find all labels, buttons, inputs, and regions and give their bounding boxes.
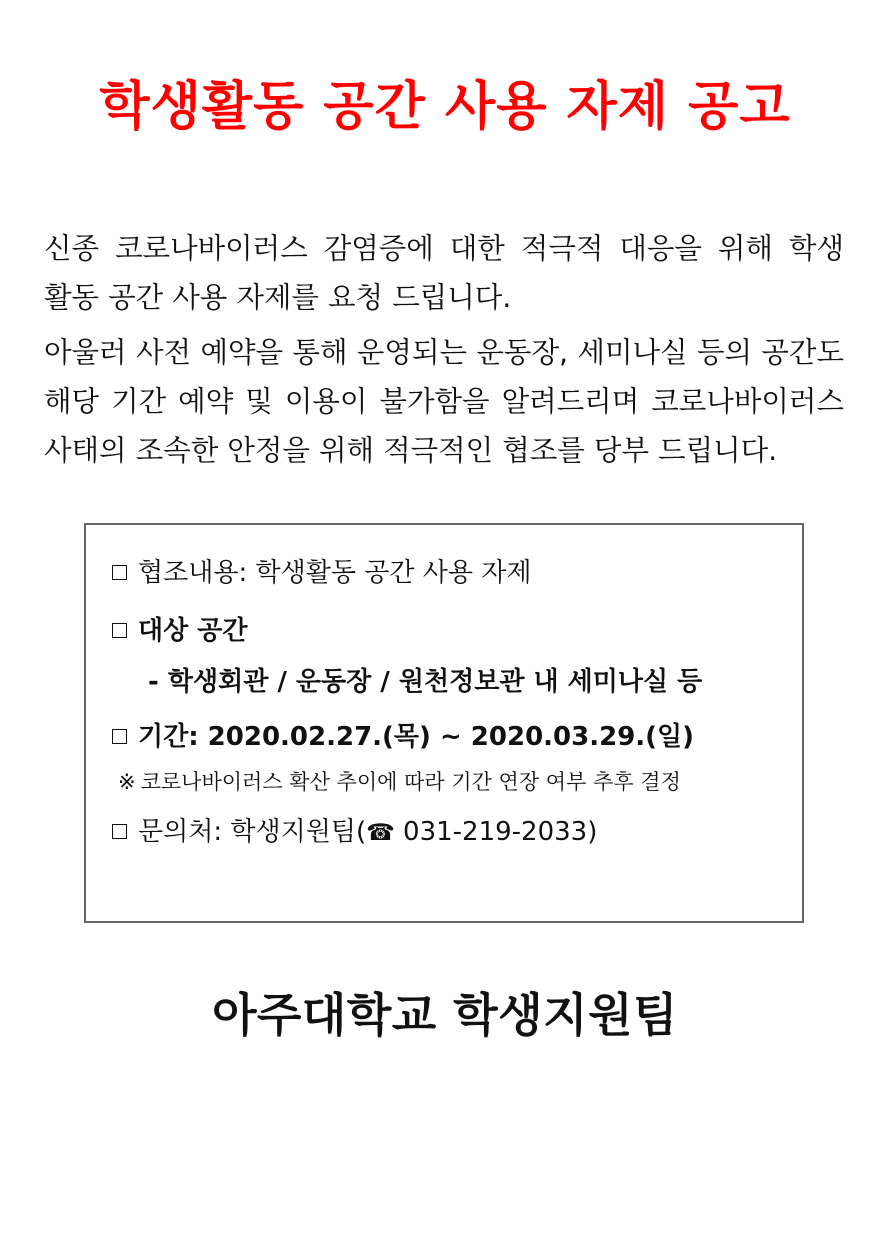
detail-item-cooperation xyxy=(112,555,776,593)
detail-item-contact-text xyxy=(138,814,776,852)
details-box xyxy=(84,523,804,923)
paragraph-1-line-2: 활동 공간 사용 자제를 요청 드립니다. xyxy=(44,280,512,314)
issuing-organization: 아주대학교 학생지원팀 xyxy=(212,987,678,1042)
notice-body xyxy=(0,224,890,475)
detail-item-contact xyxy=(112,814,776,852)
page-title: 학생활동 공간 사용 자제 공고 xyxy=(99,77,791,137)
detail-item-cooperation-text: 협조내용: 학생활동 공간 사용 자제 xyxy=(138,557,532,588)
detail-item-target-space-text: 대상 공간 xyxy=(138,615,248,646)
paragraph-2-line-3: 사태의 조속한 안정을 위해 적극적인 협조를 당부 드립니다. xyxy=(44,433,778,467)
period-note-text: 코로나바이러스 확산 추이에 따라 기간 연장 여부 추후 결정 xyxy=(140,770,681,795)
checkbox-icon xyxy=(112,727,138,749)
paragraph-2-line-1: 아울러 사전 예약을 통해 운영되는 운동장, 세미나실 등의 공간도 xyxy=(44,335,844,369)
period-note xyxy=(118,768,776,797)
contact-label: 문의처: 학생지원팀( xyxy=(138,816,367,847)
telephone-icon: ☎ xyxy=(366,819,395,846)
detail-item-target-space-list: - 학생회관 / 운동장 / 원천정보관 내 세미나실 등 xyxy=(148,667,703,698)
paragraph-1 xyxy=(44,224,844,322)
reference-mark-icon: ※ xyxy=(118,770,136,795)
paragraph-2 xyxy=(44,328,844,475)
checkbox-icon xyxy=(112,621,138,643)
detail-item-period-text: 기간: 2020.02.27.(목) ~ 2020.03.29.(일) xyxy=(138,721,695,752)
detail-item-period xyxy=(112,719,776,757)
paragraph-1-line-1: 신종 코로나바이러스 감염증에 대한 적극적 대응을 위해 학생 xyxy=(44,231,844,265)
contact-phone-number: 031-219-2033) xyxy=(394,816,598,847)
checkbox-icon xyxy=(112,563,138,585)
paragraph-2-line-2: 해당 기간 예약 및 이용이 불가함을 알려드리며 코로나바이러스 xyxy=(44,384,844,418)
detail-item-target-space xyxy=(112,613,776,651)
checkbox-icon xyxy=(112,822,138,844)
